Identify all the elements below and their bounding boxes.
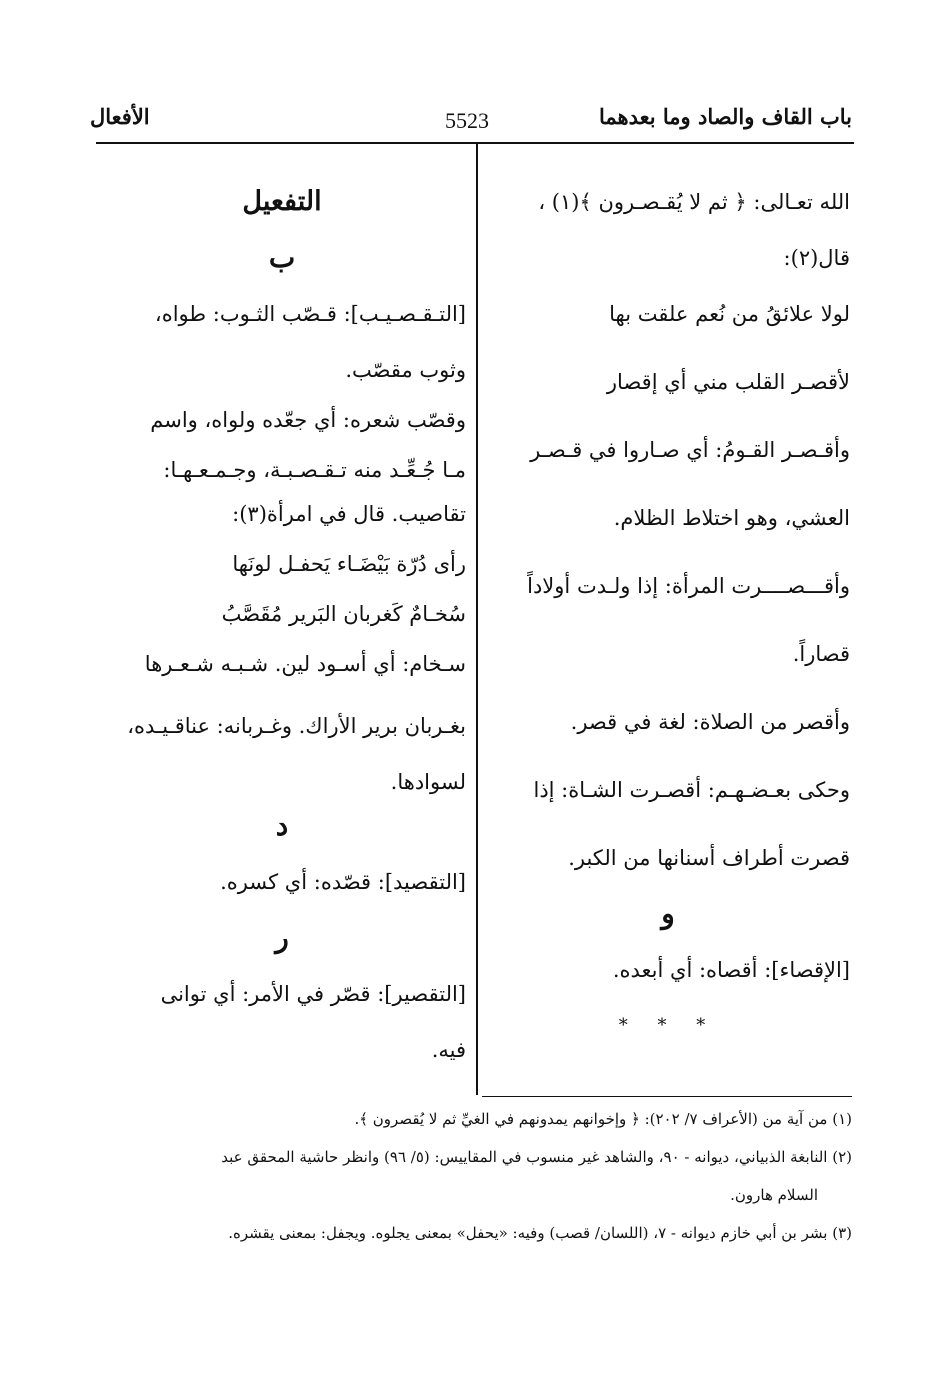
text-line: وحكى بعـضـهـم: أقصـرت الشـاة: إذا — [533, 778, 850, 802]
footnote-line: (١) من آية من (الأعراف ٧/ ٢٠٢): ﴿ وإخوانهم يمدونهم في الغيِّ ثم لا يُقصرون ﴾. — [354, 1110, 852, 1128]
text-line: رأى دُرّة بَيْضَـاء يَحفـل لونَها — [232, 552, 466, 576]
footnote-line: (٣) بشر بن أبي خازم ديوانه - ٧، (اللسان/ قصب) وفيه: «يحفل» بمعنى يجلوه. ويجفل: بمعنى يقشره. — [228, 1224, 852, 1242]
page-header — [90, 96, 852, 140]
text-line: وأقـصـر القـومُ: أي صـاروا في قـصـر — [530, 438, 850, 462]
letter-heading: و — [661, 897, 675, 930]
footnote-line: (٢) النابغة الذبياني، ديوانه - ٩٠، والشاهد غير منسوب في المقاييس: (٥/ ٩٦) وانظر حاشية المحقق عبد — [221, 1148, 852, 1166]
section-heading: التفعيل — [242, 186, 322, 217]
text-line: لسوادها. — [390, 770, 466, 794]
header-rule — [96, 142, 854, 144]
text-line: وقصّب شعره: أي جعّده ولواه، واسم — [150, 408, 466, 432]
text-line: الله تعـالى: ﴿ ثم لا يُقـصـرون ﴾(١) ، — [538, 190, 850, 214]
text-line: بغـربان برير الأراك. وغـربانه: عناقـيـده، — [127, 714, 466, 738]
text-line: سـخام: أي أسـود لين. شـبـه شـعـرها — [144, 652, 466, 676]
chapter-title: باب القاف والصاد وما بعدهما — [598, 104, 852, 129]
letter-heading: د — [275, 809, 289, 842]
text-line: سُخـامٌ كَغربان البَرير مُقَصَّبُ — [221, 602, 466, 626]
text-line: وأقـــصــــرت المرأة: إذا ولـدت أولاداً — [527, 574, 850, 598]
letter-heading: ب — [268, 241, 296, 274]
separator-stars: * * * — [618, 1015, 718, 1036]
page-number: 5523 — [445, 108, 489, 133]
text-line: لأقصـر القلب مني أي إقصار — [606, 370, 850, 394]
column-divider — [476, 143, 478, 1095]
footnotes — [96, 1100, 852, 1252]
text-line: فيه. — [431, 1038, 466, 1062]
text-line: وأقصر من الصلاة: لغة في قصر. — [570, 710, 850, 734]
text-line: تقاصيب. قال في امرأة(٣): — [232, 502, 466, 526]
text-line: العشي، وهو اختلاط الظلام. — [613, 506, 850, 530]
footnote-line: السلام هارون. — [730, 1186, 818, 1204]
right-column — [486, 168, 850, 1048]
text-line: [التقصير]: قصّر في الأمر: أي توانى — [160, 982, 466, 1006]
text-line: [الإقصاء]: أقصاه: أي أبعده. — [612, 958, 850, 982]
footnote-rule — [482, 1096, 852, 1097]
text-line: [التـقـصـيـب]: قـصّب الثـوب: طواه، — [154, 302, 466, 326]
left-column — [98, 168, 466, 1072]
text-line: قصاراً. — [792, 642, 850, 666]
text-line: [التقصيد]: قصّده: أي كسره. — [220, 870, 466, 894]
text-line: قال(٢): — [783, 246, 850, 270]
text-line: لولا علائقُ من نُعم علقت بها — [609, 302, 850, 326]
text-line: مـا جُـعِّـد منه تـقـصـبـة، وجـمـعـهـا: — [163, 458, 466, 482]
letter-heading: ر — [275, 921, 289, 954]
section-title: الأفعال — [90, 104, 150, 129]
text-line: وثوب مقصّب. — [345, 358, 466, 382]
text-line: قصرت أطراف أسنانها من الكبر. — [568, 846, 850, 870]
